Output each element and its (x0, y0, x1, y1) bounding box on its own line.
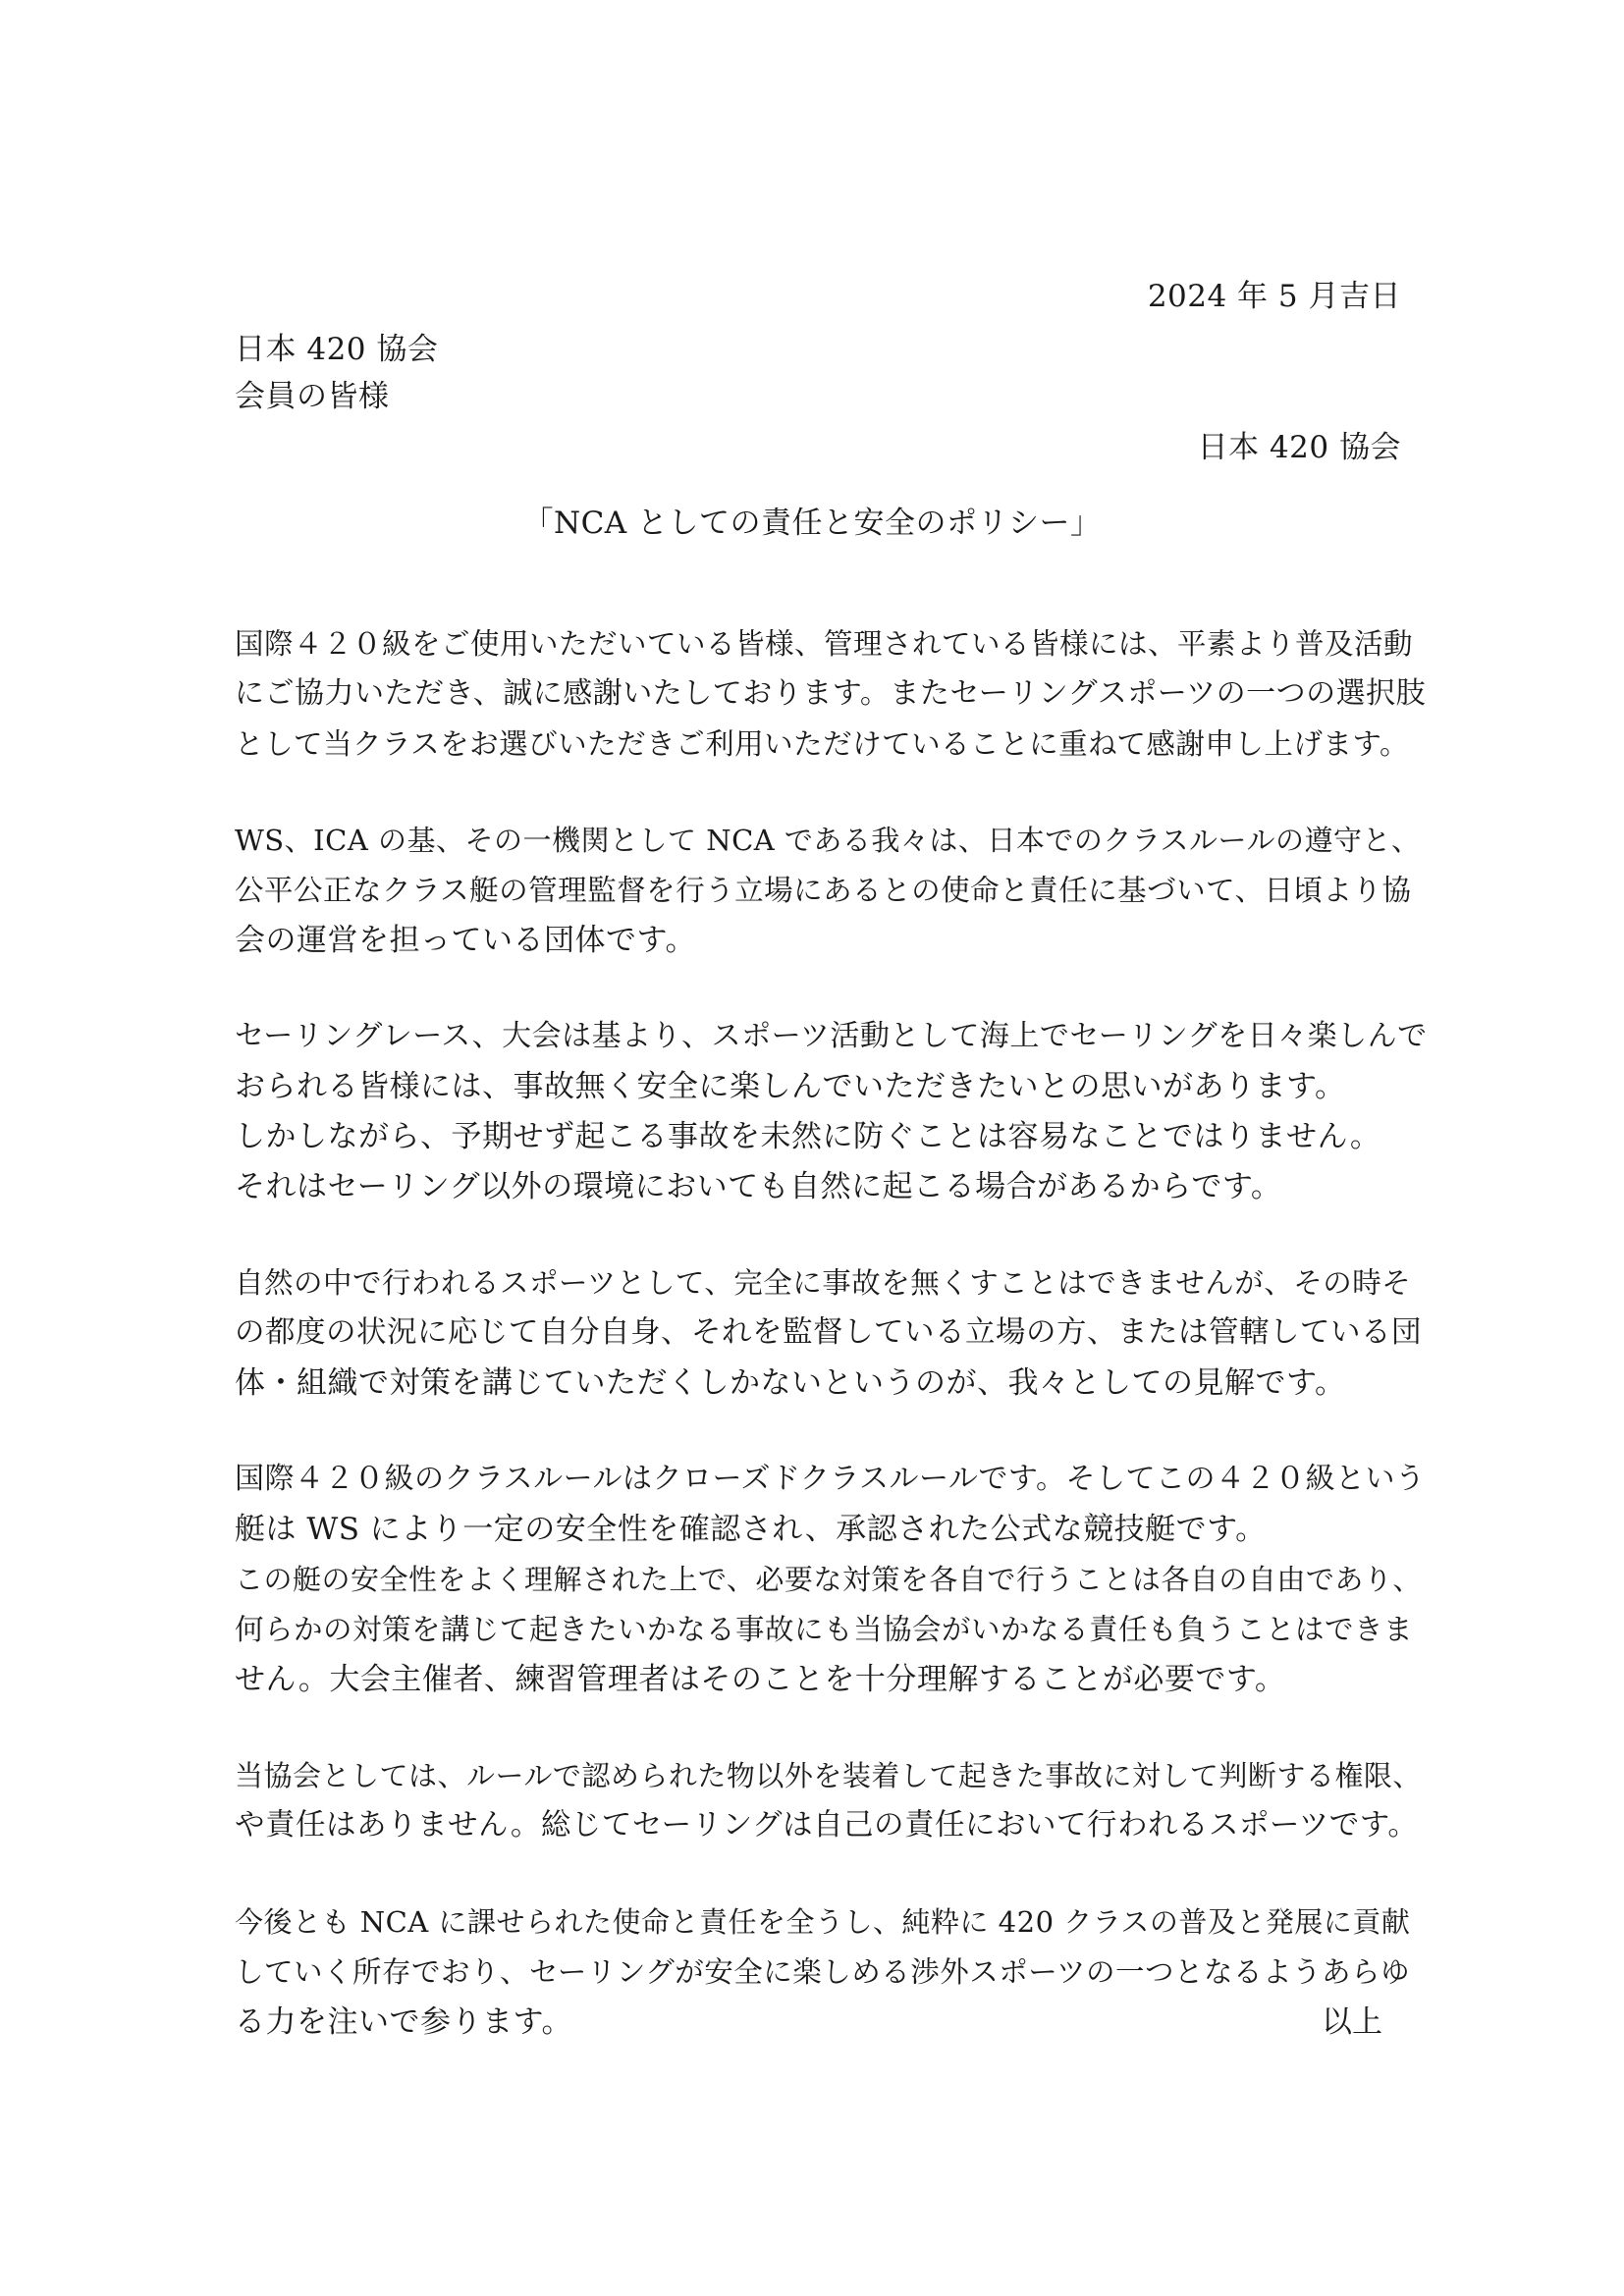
paragraph-line: 国際４２０級のクラスルールはクローズドクラスルールです。そしてこの４２０級という (235, 1462, 1426, 1496)
document-title: 「NCA としての責任と安全のポリシー」 (522, 506, 1102, 541)
paragraph-line: おられる皆様には、事故無く安全に楽しんでいただきたいとの思いがあります。 (235, 1069, 1346, 1104)
paragraph-line: として当クラスをお選びいただきご利用いただけていることに重ねて感謝申し上げます。 (235, 727, 1410, 761)
paragraph-line: セーリングレース、大会は基より、スポーツ活動として海上でセーリングを日々楽しんで (235, 1019, 1428, 1053)
paragraph-line: WS、ICA の基、その一機関として NCA である我々は、日本でのクラスルールの遵守と、 (235, 824, 1421, 857)
paragraph-line: していく所存でおり、セーリングが安全に楽しめる渉外スポーツの一つとなるようあらゆ (235, 1955, 1411, 1989)
letter-date: 2024 年 5 月吉日 (1147, 279, 1401, 314)
paragraph-line: しかしながら、予期せず起こる事故を未然に防ぐことは容易なことではりません。 (235, 1119, 1381, 1154)
paragraph-line: それはセーリング以外の環境においても自然に起こる場合があるからです。 (235, 1169, 1282, 1204)
paragraph-line: この艇の安全性をよく理解された上で、必要な対策を各自で行うことは各自の自由であり、 (235, 1563, 1422, 1596)
paragraph-line: 国際４２０級をご使用いただいている皆様、管理されている皆様には、平素より普及活動 (235, 627, 1414, 661)
paragraph-line: 当協会としては、ルールで認められた物以外を装着して起きた事故に対して判断する権限、 (235, 1759, 1422, 1792)
paragraph-line: の都度の状況に応じて自分自身、それを監督している立場の方、または管轄している団 (235, 1315, 1422, 1350)
sender-organization: 日本 420 協会 (1197, 430, 1401, 465)
recipient-organization: 日本 420 協会 (235, 332, 439, 367)
paragraph-line: 艇は WS により一定の安全性を確認され、承認された公式な競技艇です。 (235, 1512, 1267, 1547)
paragraph-line: 自然の中で行われるスポーツとして、完全に事故を無くすことはできませんが、その時そ (235, 1266, 1412, 1300)
paragraph-line: る力を注いで参ります。 (235, 2004, 573, 2040)
paragraph-line: や責任はありません。総じてセーリングは自己の責任において行われるスポーツです。 (235, 1808, 1419, 1842)
paragraph-line: 今後とも NCA に課せられた使命と責任を全うし、純粋に 420 クラスの普及と発展に貢献 (235, 1905, 1411, 1939)
paragraph-line: せん。大会主催者、練習管理者はそのことを十分理解することが必要です。 (235, 1662, 1286, 1697)
recipient-members: 会員の皆様 (235, 379, 390, 414)
paragraph-line: 会の運営を担っている団体です。 (235, 923, 697, 958)
paragraph-line: 体・組織で対策を講じていただくしかないというのが、我々としての見解です。 (235, 1365, 1346, 1401)
paragraph-line: 公平公正なクラス艇の管理監督を行う立場にあるとの使命と責任に基づいて、日頃より協 (235, 874, 1412, 907)
paragraph-line: 何らかの対策を講じて起きたいかなる事故にも当協会がいかなる責任も負うことはできま (235, 1613, 1414, 1646)
paragraph-line: にご協力いただき、誠に感謝いたしております。またセーリングスポーツの一つの選択肢 (235, 676, 1427, 711)
closing-remark: 以上 (1322, 2004, 1382, 2040)
